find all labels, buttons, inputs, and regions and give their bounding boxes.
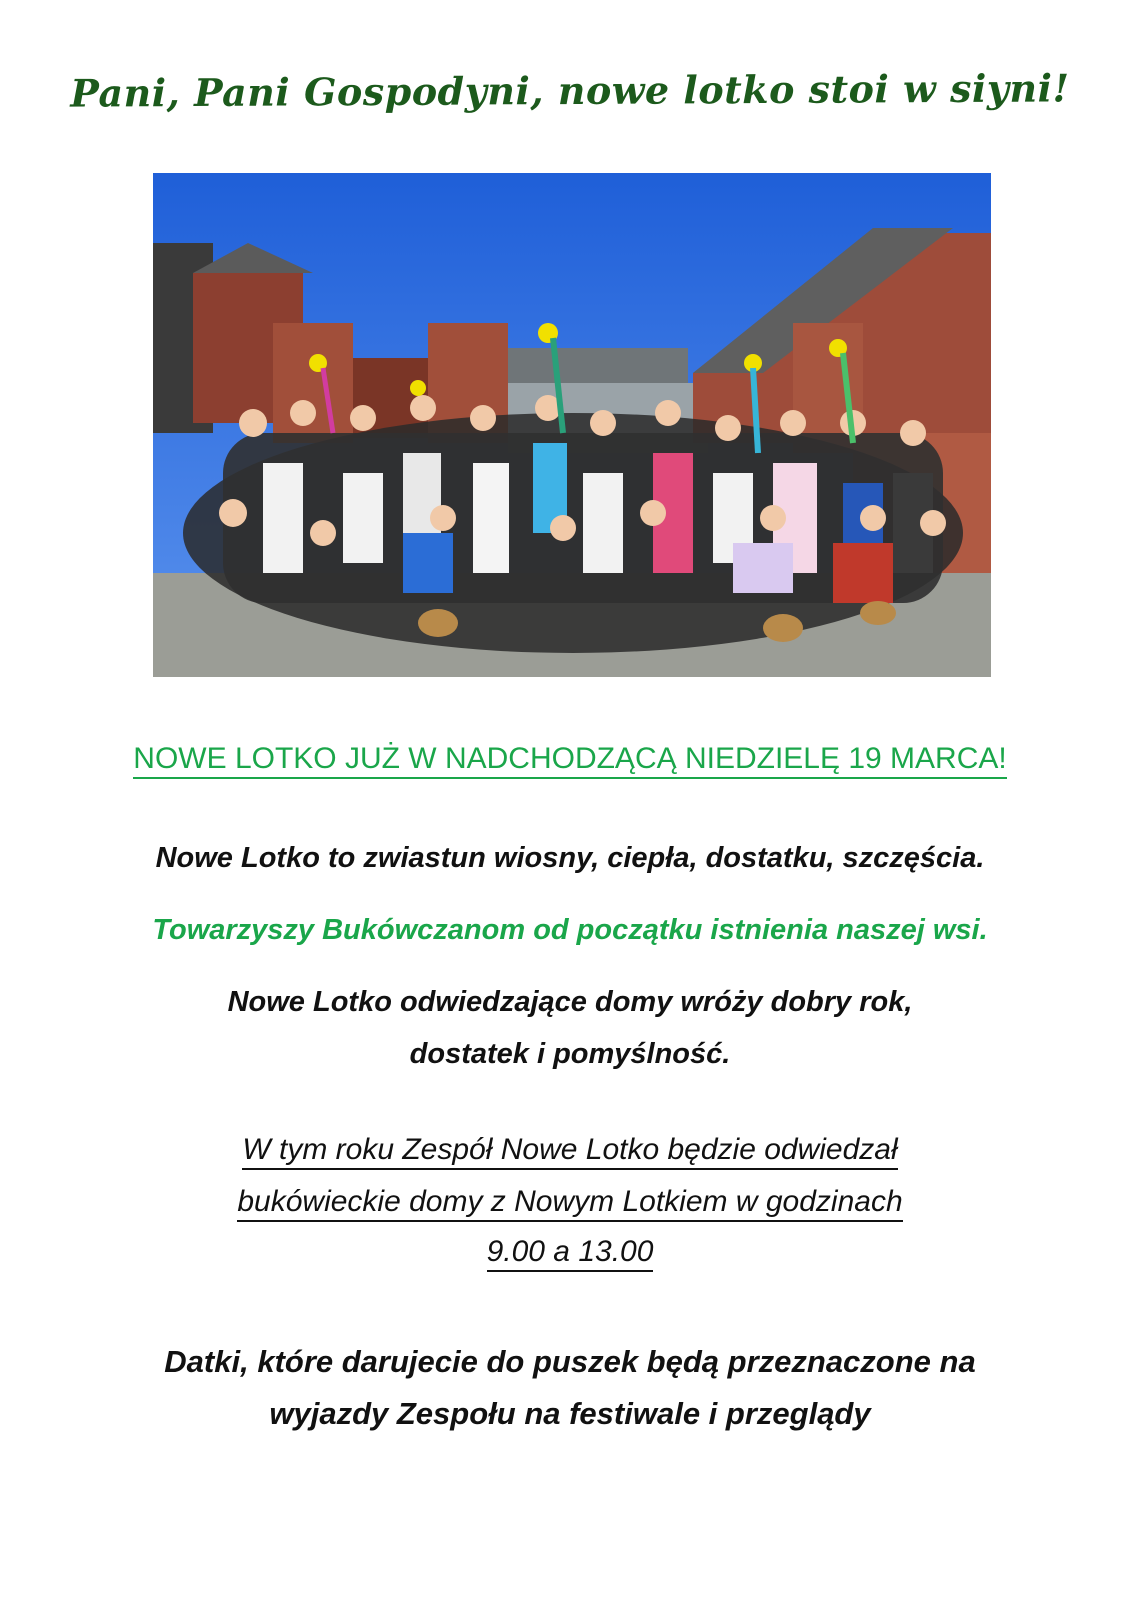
- announcement-text: NOWE LOTKO JUŻ W NADCHODZĄCĄ NIEDZIELĘ 19 MARCA!: [133, 742, 1006, 779]
- announcement: [0, 742, 1140, 779]
- paragraph-schedule-line-2: [0, 1185, 1140, 1222]
- poster-headline: [0, 65, 1140, 116]
- paragraph-text: Nowe Lotko to zwiastun wiosny, ciepła, dostatku, szczęścia.: [155, 842, 985, 874]
- group-photo-illustration: [153, 173, 991, 677]
- paragraph-text: Datki, które darujecie do puszek będą przeznaczone na: [164, 1344, 976, 1379]
- paragraph-donations-line-1: [0, 1344, 1140, 1380]
- paragraph-good-year-line-1: [0, 986, 1140, 1019]
- paragraph-text: 9.00 a 13.00: [487, 1235, 654, 1272]
- group-photo: [153, 173, 991, 677]
- paragraph-schedule-hours: [0, 1235, 1140, 1272]
- paragraph-spring-herald: [0, 842, 1140, 875]
- headline-text: Pani, Pani Gospodyni, nowe lotko stoi w siyni!: [70, 65, 1070, 116]
- paragraph-donations-line-2: [0, 1396, 1140, 1432]
- paragraph-tradition: [0, 914, 1140, 947]
- paragraph-text: bukówieckie domy z Nowym Lotkiem w godzinach: [237, 1185, 902, 1222]
- paragraph-text: wyjazdy Zespołu na festiwale i przeglądy: [269, 1396, 871, 1431]
- paragraph-schedule-line-1: [0, 1133, 1140, 1170]
- paragraph-text: Nowe Lotko odwiedzające domy wróży dobry rok,: [227, 986, 913, 1018]
- gate-pillar-left: [273, 323, 353, 443]
- paragraph-text: dostatek i pomyślność.: [409, 1038, 731, 1070]
- paragraph-text: W tym roku Zespół Nowe Lotko będzie odwiedzał: [242, 1133, 897, 1170]
- paragraph-text: Towarzyszy Bukówczanom od początku istnienia naszej wsi.: [152, 914, 988, 946]
- paragraph-good-year-line-2: [0, 1038, 1140, 1071]
